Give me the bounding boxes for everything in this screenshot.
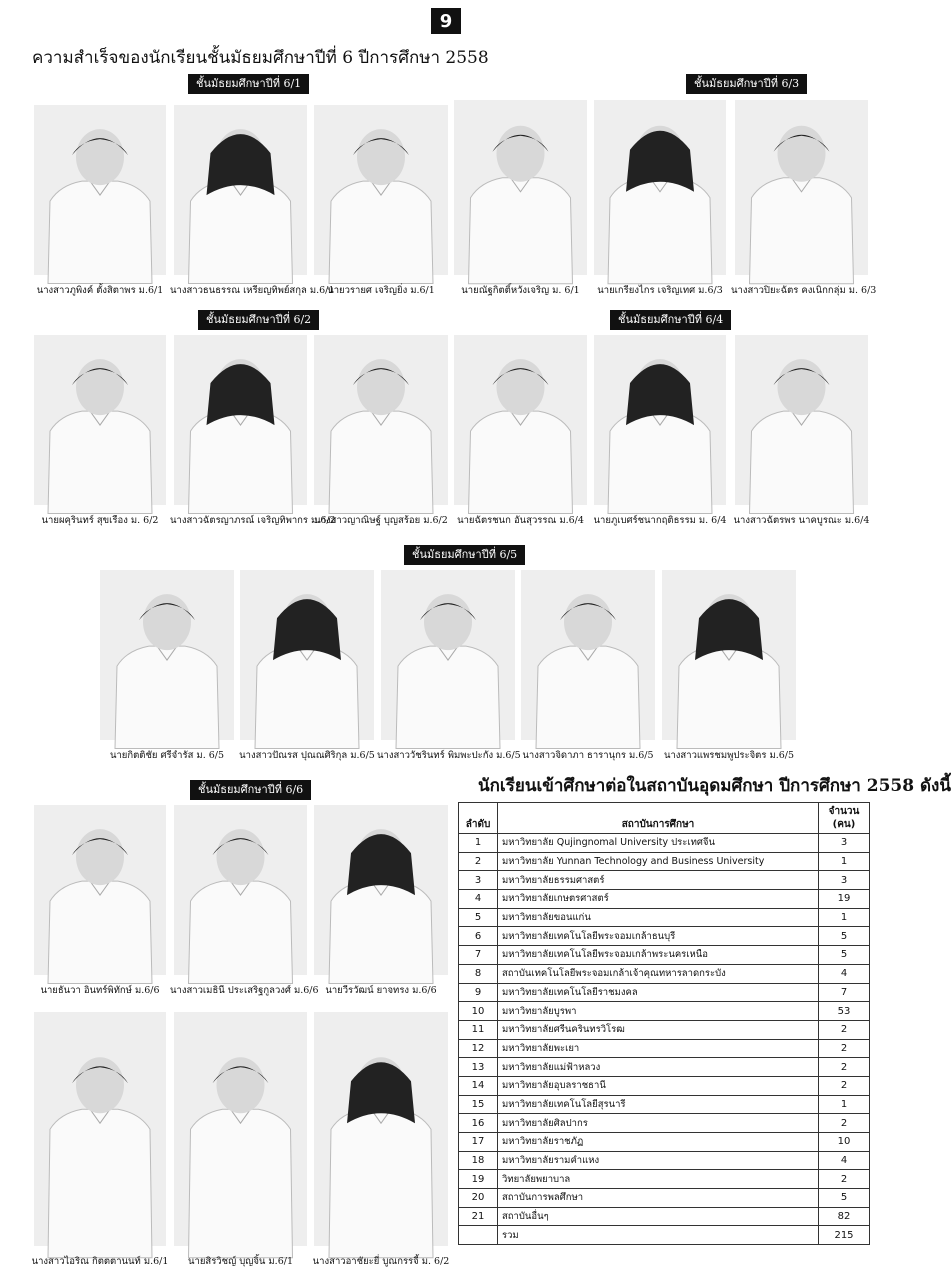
row-number: 12 <box>459 1039 498 1058</box>
row-number: 3 <box>459 871 498 890</box>
table-row <box>459 1189 870 1208</box>
student-card <box>31 1012 169 1270</box>
student-caption: นางสาวปัณรส ปุณณศิริกุล ม.6/5 <box>239 750 375 761</box>
student-photo <box>381 570 515 740</box>
student-photo <box>174 1012 307 1246</box>
student-caption: นายผคุรินทร์ สุขเรือง ม. 6/2 <box>41 515 159 526</box>
row-number: 13 <box>459 1058 498 1077</box>
row-institution: มหาวิทยาลัยพะเยา <box>498 1039 819 1058</box>
row-institution: มหาวิทยาลัยเทคโนโลยีราชมงคล <box>498 983 819 1002</box>
student-card <box>170 805 319 999</box>
row-institution: มหาวิทยาลัยบูรพา <box>498 1002 819 1021</box>
student-photo <box>174 805 307 975</box>
student-caption: นายภูเบศร์ชนากฤติธรรม ม. 6/4 <box>593 515 727 526</box>
student-card <box>100 570 234 764</box>
row-count: 1 <box>819 1095 870 1114</box>
row-number: 1 <box>459 834 498 853</box>
student-card <box>377 570 521 764</box>
student-card <box>170 105 335 299</box>
row-number: 10 <box>459 1002 498 1021</box>
student-card <box>735 335 868 529</box>
student-card <box>454 335 587 529</box>
row-number: 8 <box>459 964 498 983</box>
student-photo <box>594 100 726 275</box>
student-photo <box>735 100 868 275</box>
student-photo <box>454 335 587 505</box>
row-institution: มหาวิทยาลัยเกษตรศาสตร์ <box>498 890 819 909</box>
row-count: 19 <box>819 890 870 909</box>
student-card <box>662 570 796 764</box>
table-row <box>459 1095 870 1114</box>
row-institution: มหาวิทยาลัยแม่ฟ้าหลวง <box>498 1058 819 1077</box>
row-count: 5 <box>819 946 870 965</box>
row-number: 11 <box>459 1020 498 1039</box>
row-number: 14 <box>459 1076 498 1095</box>
student-caption: นางสาวอาชัยะยี่ บูณกรรจี้ ม. 6/2 <box>312 1256 450 1267</box>
row-number: 15 <box>459 1095 498 1114</box>
column-header-count <box>819 803 870 834</box>
student-card <box>314 105 448 299</box>
column-header-number: ลำดับ <box>459 803 498 834</box>
table-title: นักเรียนเข้าศึกษาต่อในสถาบันอุดมศึกษา ปีการศึกษา 2558 ดังนี้ <box>478 776 951 796</box>
student-caption: นางสาวธนธรรณ เหรียญทิพย์สกุล ม.6/1 <box>170 285 335 296</box>
student-caption: นางสาวญาณิษฐ์ บุญสร้อย ม.6/2 <box>314 515 448 526</box>
student-photo <box>594 335 726 505</box>
table-row <box>459 1133 870 1152</box>
row-institution: มหาวิทยาลัยราชภัฏ <box>498 1133 819 1152</box>
student-photo <box>662 570 796 740</box>
student-photo <box>314 805 448 975</box>
student-caption: นางสาวแพรชมพูประจิตร ม.6/5 <box>663 750 795 761</box>
table-row <box>459 1151 870 1170</box>
table-row <box>459 964 870 983</box>
row-count: 1 <box>819 852 870 871</box>
student-photo <box>735 335 868 505</box>
table-row <box>459 834 870 853</box>
table-row <box>459 927 870 946</box>
student-card <box>594 100 726 299</box>
student-card <box>240 570 374 764</box>
student-card <box>34 805 166 999</box>
row-institution: สถาบันเทคโนโลยีพระจอมเกล้าเจ้าคุณทหารลาดกระบัง <box>498 964 819 983</box>
total-row-blank <box>459 1226 498 1245</box>
student-photo <box>240 570 374 740</box>
student-caption: นายวรายศ เจริญยิ่ง ม.6/1 <box>327 285 435 296</box>
row-number: 9 <box>459 983 498 1002</box>
row-count: 4 <box>819 1151 870 1170</box>
row-count: 10 <box>819 1133 870 1152</box>
class-tag-m6-2: ชั้นมัธยมศึกษาปีที่ 6/2 <box>198 310 319 330</box>
table-row <box>459 890 870 909</box>
total-count: 215 <box>819 1226 870 1245</box>
row-number: 5 <box>459 908 498 927</box>
row-institution: สถาบันอื่นๆ <box>498 1207 819 1226</box>
student-card <box>170 335 336 529</box>
row-institution: วิทยาลัยพยาบาล <box>498 1170 819 1189</box>
student-card <box>454 100 587 299</box>
class-tag-m6-4: ชั้นมัธยมศึกษาปีที่ 6/4 <box>610 310 731 330</box>
student-caption: นางสาวปิยะฉัตร คงเนิกกลุ่ม ม. 6/3 <box>731 285 877 296</box>
row-count: 2 <box>819 1114 870 1133</box>
student-photo <box>100 570 234 740</box>
student-caption: นายสิรวิชญ์ บุญจิ้น ม.6/1 <box>188 1256 293 1267</box>
row-number: 21 <box>459 1207 498 1226</box>
table-row <box>459 1058 870 1077</box>
student-caption: นางสาวฉัตรญาภรณ์ เจริญทิพากร ม.6/2 <box>170 515 336 526</box>
table-row <box>459 1170 870 1189</box>
total-label: รวม <box>498 1226 819 1245</box>
student-caption: นางสาวจิดาภา ธารานุกร ม.6/5 <box>522 750 654 761</box>
row-institution: มหาวิทยาลัยรามคำแหง <box>498 1151 819 1170</box>
student-card <box>594 335 726 529</box>
student-photo <box>521 570 655 740</box>
student-photo <box>34 335 166 505</box>
class-tag-m6-5: ชั้นมัธยมศึกษาปีที่ 6/5 <box>404 545 525 565</box>
row-count: 3 <box>819 871 870 890</box>
class-tag-m6-1: ชั้นมัธยมศึกษาปีที่ 6/1 <box>188 74 309 94</box>
student-caption: นายฉัตรชนก อันสุวรรณ ม.6/4 <box>457 515 584 526</box>
row-institution: มหาวิทยาลัยขอนแก่น <box>498 908 819 927</box>
row-count: 5 <box>819 1189 870 1208</box>
student-photo <box>34 105 166 275</box>
row-institution: มหาวิทยาลัยธรรมศาสตร์ <box>498 871 819 890</box>
table-row <box>459 871 870 890</box>
student-caption: นางสาวไอริณ กิตตตานนท์ ม.6/1 <box>31 1256 169 1267</box>
table-row <box>459 908 870 927</box>
student-caption: นายกิตติชัย ศรีจำรัส ม. 6/5 <box>109 750 225 761</box>
row-count: 2 <box>819 1039 870 1058</box>
column-header-count-unit: (คน) <box>832 819 856 830</box>
student-photo <box>174 335 307 505</box>
student-caption: นางสาวเมธินี ประเสริฐกูลวงศ์ ม.6/6 <box>170 985 319 996</box>
student-card <box>314 805 448 999</box>
row-count: 4 <box>819 964 870 983</box>
row-count: 53 <box>819 1002 870 1021</box>
student-card <box>34 335 166 529</box>
student-caption: นายวีรวัฒน์ ยาจทรง ม.6/6 <box>325 985 437 996</box>
student-photo <box>454 100 587 275</box>
table-row <box>459 1039 870 1058</box>
row-institution: มหาวิทยาลัย Yunnan Technology and Business University <box>498 852 819 871</box>
student-caption: นางสาวฉัตรพร นาคบูรณะ ม.6/4 <box>733 515 870 526</box>
row-count: 7 <box>819 983 870 1002</box>
table-row <box>459 1207 870 1226</box>
column-header-count-label: จำนวน <box>828 806 860 817</box>
table-row <box>459 1076 870 1095</box>
table-row <box>459 1002 870 1021</box>
student-caption: นายเกรียงไกร เจริญเทศ ม.6/3 <box>597 285 723 296</box>
table-row <box>459 1114 870 1133</box>
row-count: 2 <box>819 1020 870 1039</box>
student-photo <box>314 335 448 505</box>
row-institution: มหาวิทยาลัยศรีนครินทรวิโรฒ <box>498 1020 819 1039</box>
table-row <box>459 852 870 871</box>
student-card <box>34 105 166 299</box>
student-card <box>521 570 655 764</box>
student-caption: นางสาววัชรินทร์ พิมพะปะกัง ม.6/5 <box>377 750 521 761</box>
row-number: 2 <box>459 852 498 871</box>
row-count: 1 <box>819 908 870 927</box>
row-number: 17 <box>459 1133 498 1152</box>
row-number: 7 <box>459 946 498 965</box>
student-card <box>731 100 877 299</box>
column-header-institution: สถาบันการศึกษา <box>498 803 819 834</box>
row-number: 20 <box>459 1189 498 1208</box>
student-photo <box>314 1012 448 1246</box>
row-institution: สถาบันการพลศึกษา <box>498 1189 819 1208</box>
student-card <box>314 335 448 529</box>
class-tag-m6-3: ชั้นมัธยมศึกษาปีที่ 6/3 <box>686 74 807 94</box>
table-row <box>459 983 870 1002</box>
row-number: 18 <box>459 1151 498 1170</box>
row-number: 16 <box>459 1114 498 1133</box>
student-photo <box>314 105 448 275</box>
row-number: 4 <box>459 890 498 909</box>
row-count: 82 <box>819 1207 870 1226</box>
row-institution: มหาวิทยาลัยอุบลราชธานี <box>498 1076 819 1095</box>
student-caption: นายณัฐกิตติ์หวังเจริญ ม. 6/1 <box>461 285 580 296</box>
row-number: 19 <box>459 1170 498 1189</box>
row-count: 2 <box>819 1170 870 1189</box>
university-admission-table <box>458 802 870 1245</box>
student-card <box>174 1012 307 1270</box>
row-number: 6 <box>459 927 498 946</box>
total-row <box>459 1226 870 1245</box>
row-institution: มหาวิทยาลัยเทคโนโลยีสุรนารี <box>498 1095 819 1114</box>
row-institution: มหาวิทยาลัยเทคโนโลยีพระจอมเกล้าพระนครเหนือ <box>498 946 819 965</box>
table-row <box>459 946 870 965</box>
row-count: 2 <box>819 1058 870 1077</box>
page-title: ความสำเร็จของนักเรียนชั้นมัธยมศึกษาปีที่ 6 ปีการศึกษา 2558 <box>32 48 489 68</box>
page-number: 9 <box>431 8 461 34</box>
student-card <box>314 1012 448 1270</box>
table-row <box>459 1020 870 1039</box>
class-tag-m6-6: ชั้นมัธยมศึกษาปีที่ 6/6 <box>190 780 311 800</box>
row-institution: มหาวิทยาลัยศิลปากร <box>498 1114 819 1133</box>
student-caption: นางสาวภูพิงค์ ตั้งสิตาพร ม.6/1 <box>36 285 164 296</box>
row-count: 5 <box>819 927 870 946</box>
row-institution: มหาวิทยาลัยเทคโนโลยีพระจอมเกล้าธนบุรี <box>498 927 819 946</box>
row-count: 3 <box>819 834 870 853</box>
row-count: 2 <box>819 1076 870 1095</box>
row-institution: มหาวิทยาลัย Qujingnomal University ประเทศจีน <box>498 834 819 853</box>
student-photo <box>34 1012 166 1246</box>
student-photo <box>34 805 166 975</box>
student-photo <box>174 105 307 275</box>
student-caption: นายธันวา อินทร์พิทักษ์ ม.6/6 <box>40 985 160 996</box>
